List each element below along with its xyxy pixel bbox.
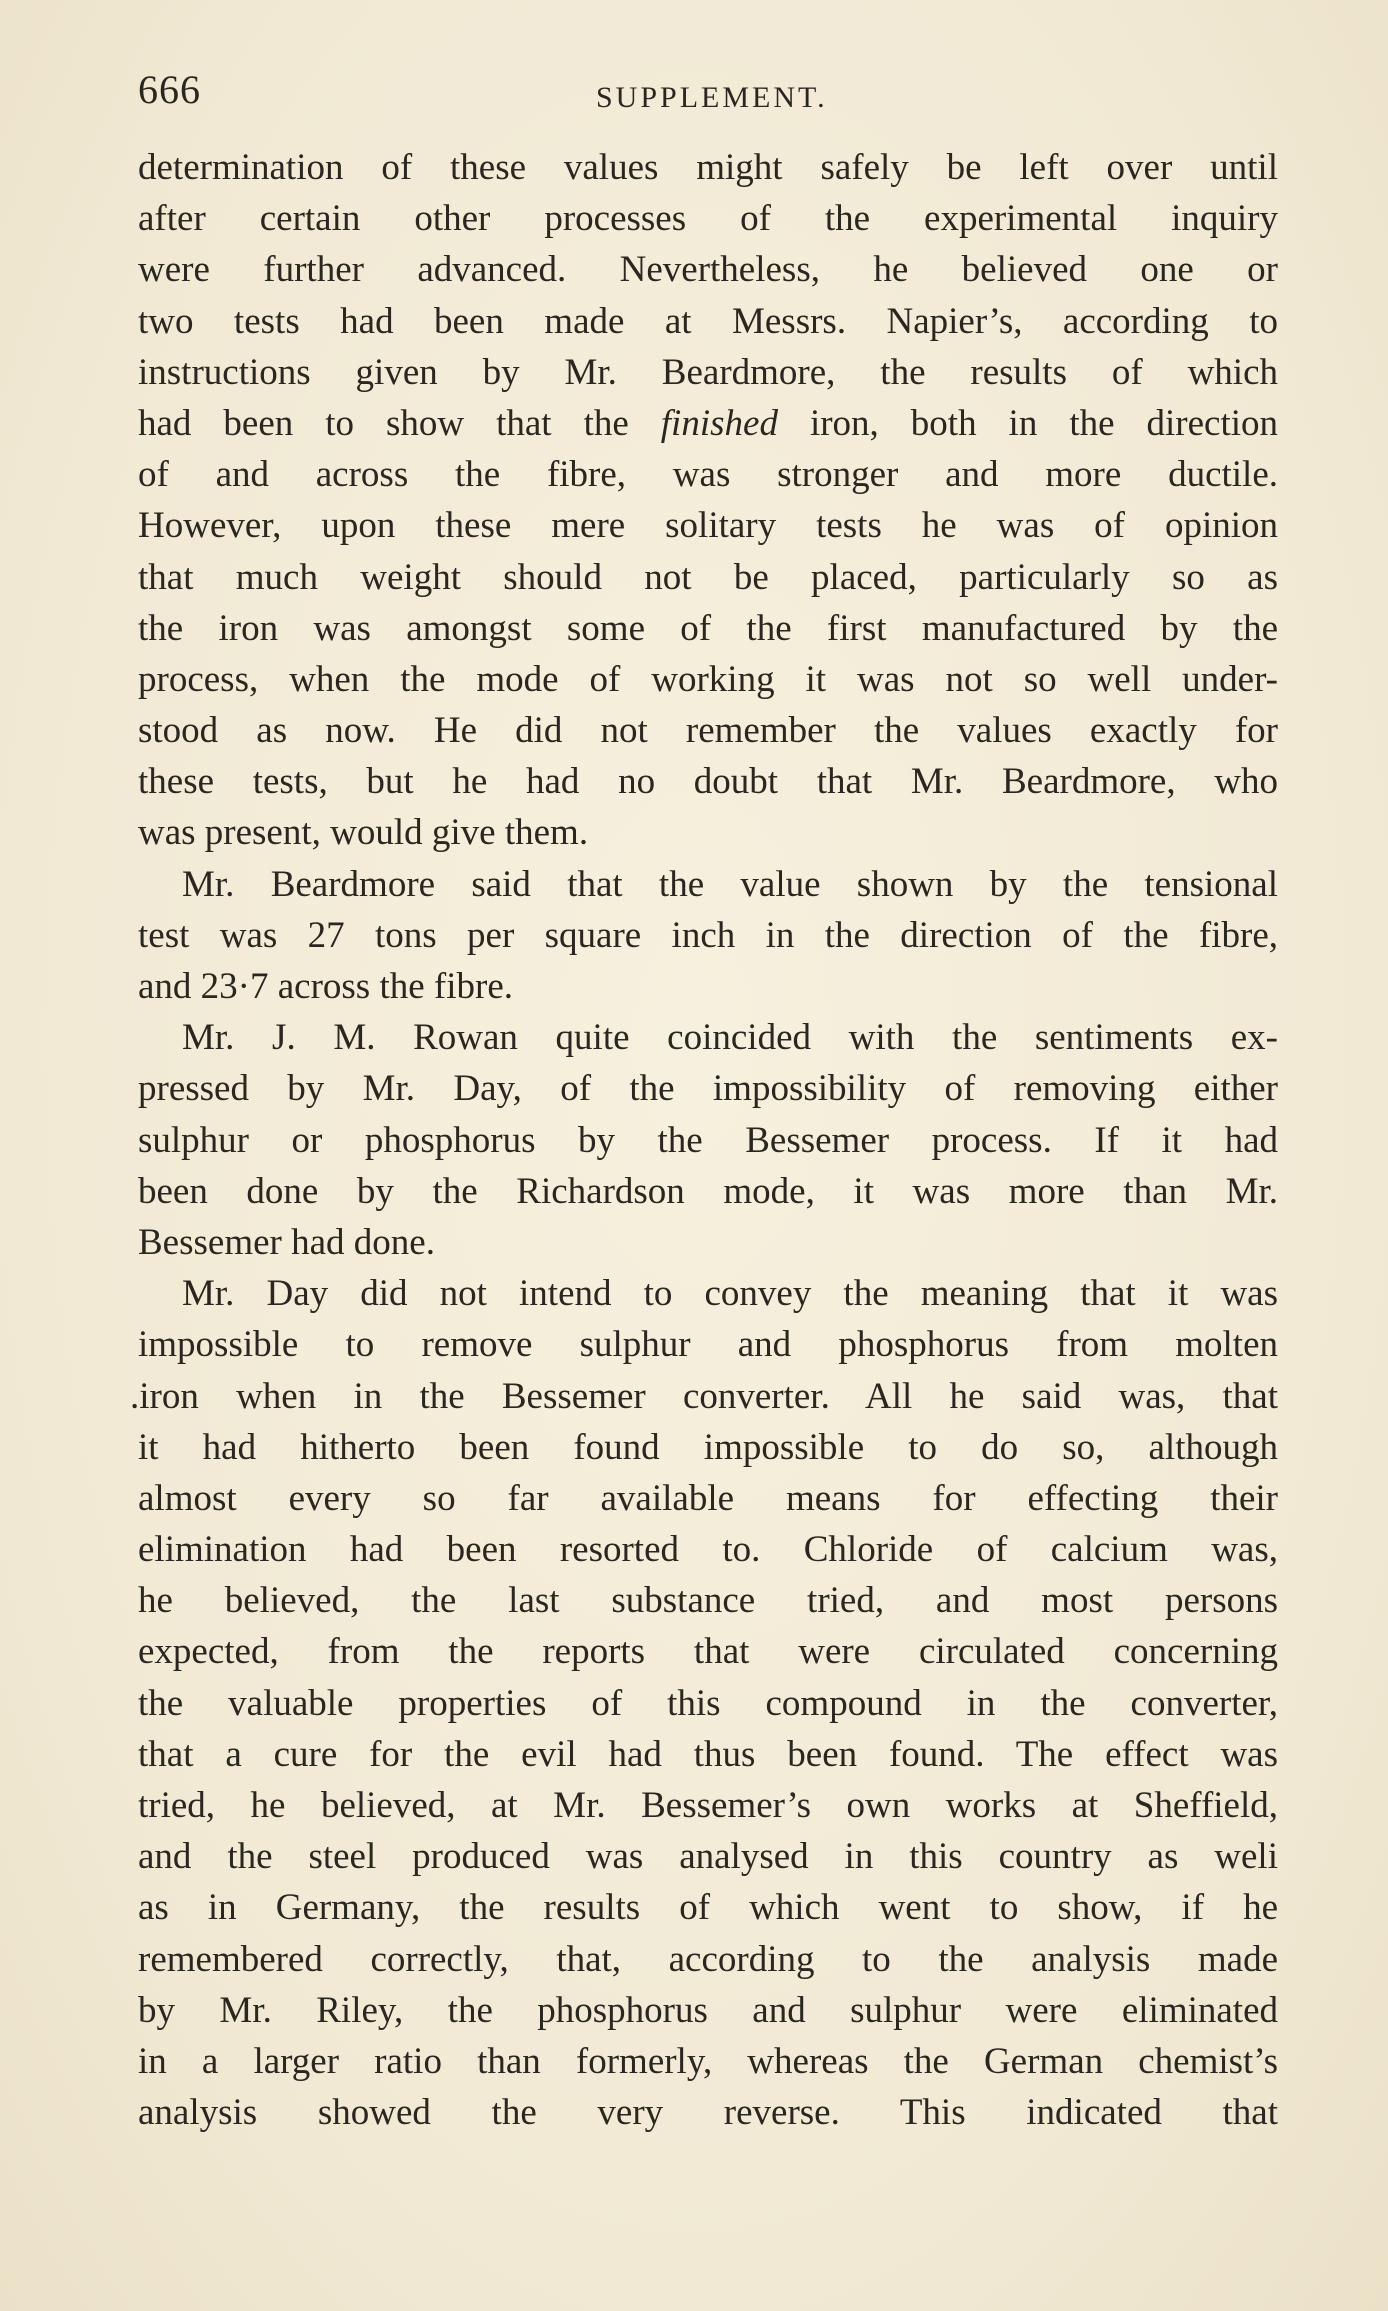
text-line: been done by the Richardson mode, it was more than Mr. [138, 1170, 1278, 1212]
text-line: and 23·7 across the fibre. [138, 966, 514, 1007]
text-line: in a larger ratio than formerly, whereas the German chemist’s [138, 2040, 1278, 2082]
text-line: analysis showed the very reverse. This indicated that [138, 2092, 1278, 2134]
page-header [138, 60, 1278, 120]
text-line: sulphur or phosphorus by the Bessemer process. If it had [138, 1119, 1278, 1161]
body-text [130, 142, 1279, 2138]
text-line: of and across the fibre, was stronger and more ductile. [138, 454, 1278, 496]
text-line: after certain other processes of the experimental inquiry [138, 198, 1278, 240]
text-line: were further advanced. Nevertheless, he believed one or [138, 249, 1278, 291]
text-line: impossible to remove sulphur and phosphorus from molten [138, 1324, 1278, 1366]
text-line: the valuable properties of this compound in the converter, [138, 1682, 1278, 1724]
text-line: it had hitherto been found impossible to do so, although [138, 1426, 1278, 1468]
text-line: instructions given by Mr. Beardmore, the results of which [138, 351, 1278, 393]
text-line: almost every so far available means for effecting their [138, 1477, 1278, 1519]
text-line: process, when the mode of working it was not so well under- [138, 658, 1278, 700]
text-line: pressed by Mr. Day, of the impossibility of removing either [138, 1068, 1278, 1110]
text-line: However, upon these mere solitary tests he was of opinion [138, 505, 1278, 547]
text-line: that much weight should not be placed, particularly so as [138, 556, 1278, 598]
paragraph-start: Mr. Day did not intend to convey the meaning that it was [182, 1273, 1278, 1315]
text-segment: had been to show that the [138, 402, 629, 444]
text-line: was present, would give them. [138, 812, 589, 854]
text-line: as in Germany, the results of which went to show, if he [138, 1887, 1278, 1929]
text-line: Bessemer had done. [138, 1221, 435, 1263]
text-segment: iron, both in the direction [809, 402, 1279, 444]
running-head: SUPPLEMENT. [596, 81, 828, 114]
text-line: elimination had been resorted to. Chloride of calcium was, [138, 1529, 1278, 1571]
page-number: 666 [138, 67, 201, 112]
text-line: and the steel produced was analysed in this country as weli [138, 1836, 1278, 1878]
text-line: remembered correctly, that, according to the analysis made [138, 1938, 1278, 1980]
text-line: two tests had been made at Messrs. Napier’s, according to [138, 300, 1278, 342]
text-line: tried, he believed, at Mr. Bessemer’s own works at Sheffield, [138, 1785, 1278, 1826]
text-line: these tests, but he had no doubt that Mr. Beardmore, who [138, 761, 1278, 803]
paragraph-start: Mr. J. M. Rowan quite coincided with the sentiments ex- [182, 1017, 1278, 1059]
text-line: determination of these values might safely be left over until [138, 147, 1278, 188]
text-line: expected, from the reports that were circulated concerning [138, 1631, 1278, 1673]
text-line: by Mr. Riley, the phosphorus and sulphur were eliminated [138, 1989, 1278, 2031]
text-line: that a cure for the evil had thus been found. The effect was [138, 1733, 1278, 1775]
text-line: test was 27 tons per square inch in the direction of the fibre, [138, 914, 1278, 956]
text-line-with-italic [138, 398, 1278, 449]
text-line: .iron when in the Bessemer converter. All he said was, that [130, 1375, 1278, 1417]
paragraph-start: Mr. Beardmore said that the value shown by the tensional [182, 863, 1278, 905]
text-line: stood as now. He did not remember the values exactly for [138, 710, 1278, 752]
text-line: he believed, the last substance tried, and most persons [138, 1580, 1278, 1622]
text-line: the iron was amongst some of the first manufactured by the [138, 607, 1278, 649]
italic-word: finished [660, 402, 778, 444]
